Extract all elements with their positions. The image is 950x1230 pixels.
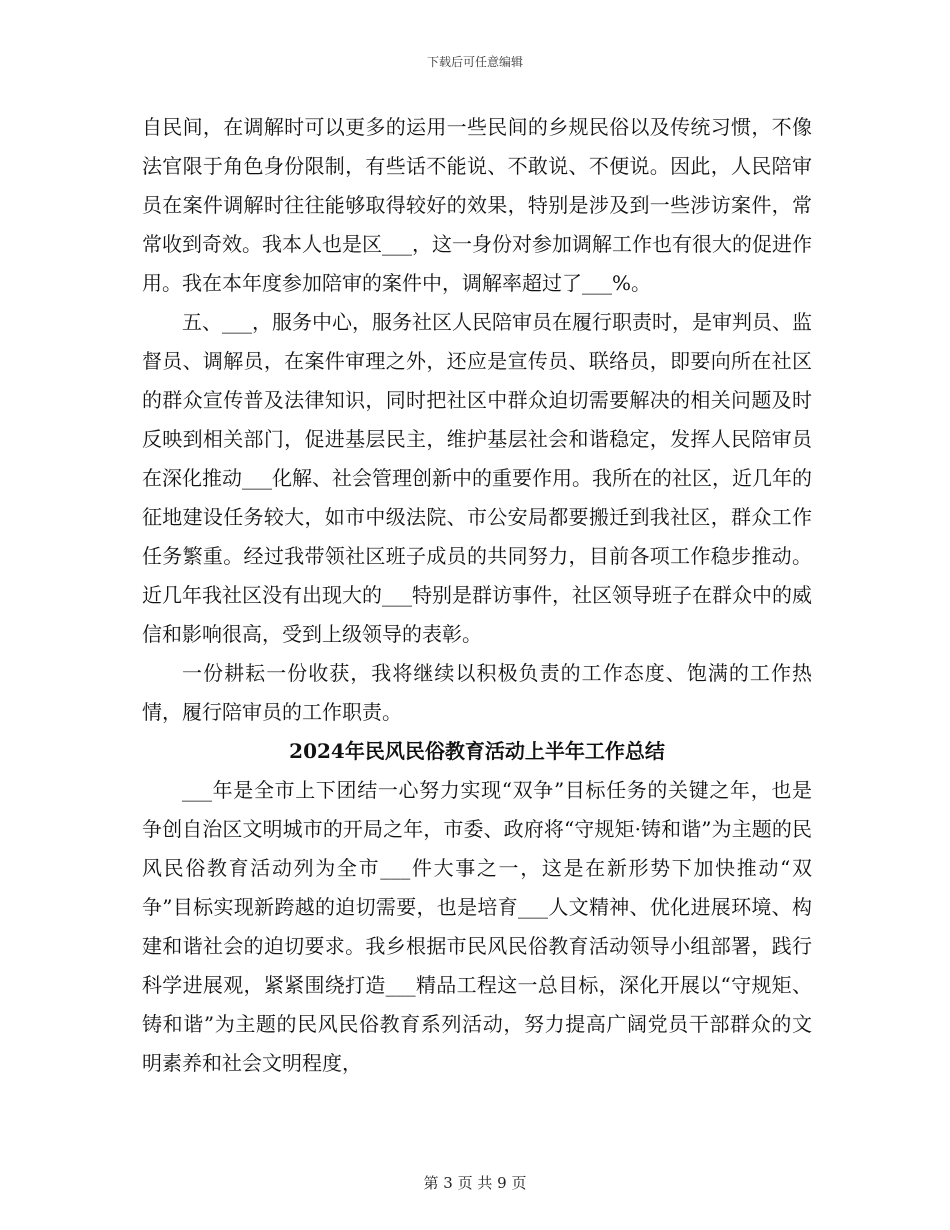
document-body [142, 108, 812, 1083]
page-number: 第 3 页 共 9 页 [423, 1174, 527, 1192]
paragraph-summary-intro: ___年是全市上下团结一心努力实现“双争”目标任务的关键之年，也是争创自治区文明城市的开局之年，市委、政府将“守规矩·铸和谐”为主题的民风民俗教育活动列为全市___件大事之一，这是在新形势下加快推动“双争”目标实现新跨越的迫切需要，也是培育___人文精神、优化进展环境、构建和谐社会的迫切要求。我乡根据市民风民俗教育活动领导小组部署，践行科学进展观，紧紧围绕打造___精品工程这一总目标，深化开展以“守规矩、铸和谐”为主题的民风民俗教育系列活动，努力提高广阔党员干部群众的文明素养和社会文明程度， [142, 778, 812, 1075]
paragraph-continued: 自民间，在调解时可以更多的运用一些民间的乡规民俗以及传统习惯，不像法官限于角色身份限制，有些话不能说、不敢说、不便说。因此，人民陪审员在案件调解时往往能够取得较好的效果，特别是涉及到一些涉访案件，常常收到奇效。我本人也是区___，这一身份对参加调解工作也有很大的促进作用。我在本年度参加陪审的案件中，调解率超过了___%。 [142, 115, 812, 295]
paragraph-conclusion: 一份耕耘一份收获，我将继续以积极负责的工作态度、饱满的工作热情，履行陪审员的工作职责。 [142, 661, 812, 724]
page-header: 下载后可任意编辑 [426, 55, 523, 69]
paragraph-section-five: 五、___，服务中心，服务社区人民陪审员在履行职责时，是审判员、监督员、调解员，在案件审理之外，还应是宣传员、联络员，即要向所在社区的群众宣传普及法律知识，同时把社区中群众迫切需要解决的相关问题及时反映到相关部门，促进基层民主，维护基层社会和谐稳定，发挥人民陪审员在深化推动___化解、社会管理创新中的重要作用。我所在的社区，近几年的征地建设任务较大，如市中级法院、市公安局都要搬迁到我社区，群众工作任务繁重。经过我带领社区班子成员的共同努力，目前各项工作稳步推动。近几年我社区没有出现大的___特别是群访事件，社区领导班子在群众中的威信和影响很高，受到上级领导的表彰。 [142, 310, 812, 646]
section-title: 2024年民风民俗教育活动上半年工作总结 [289, 739, 665, 763]
